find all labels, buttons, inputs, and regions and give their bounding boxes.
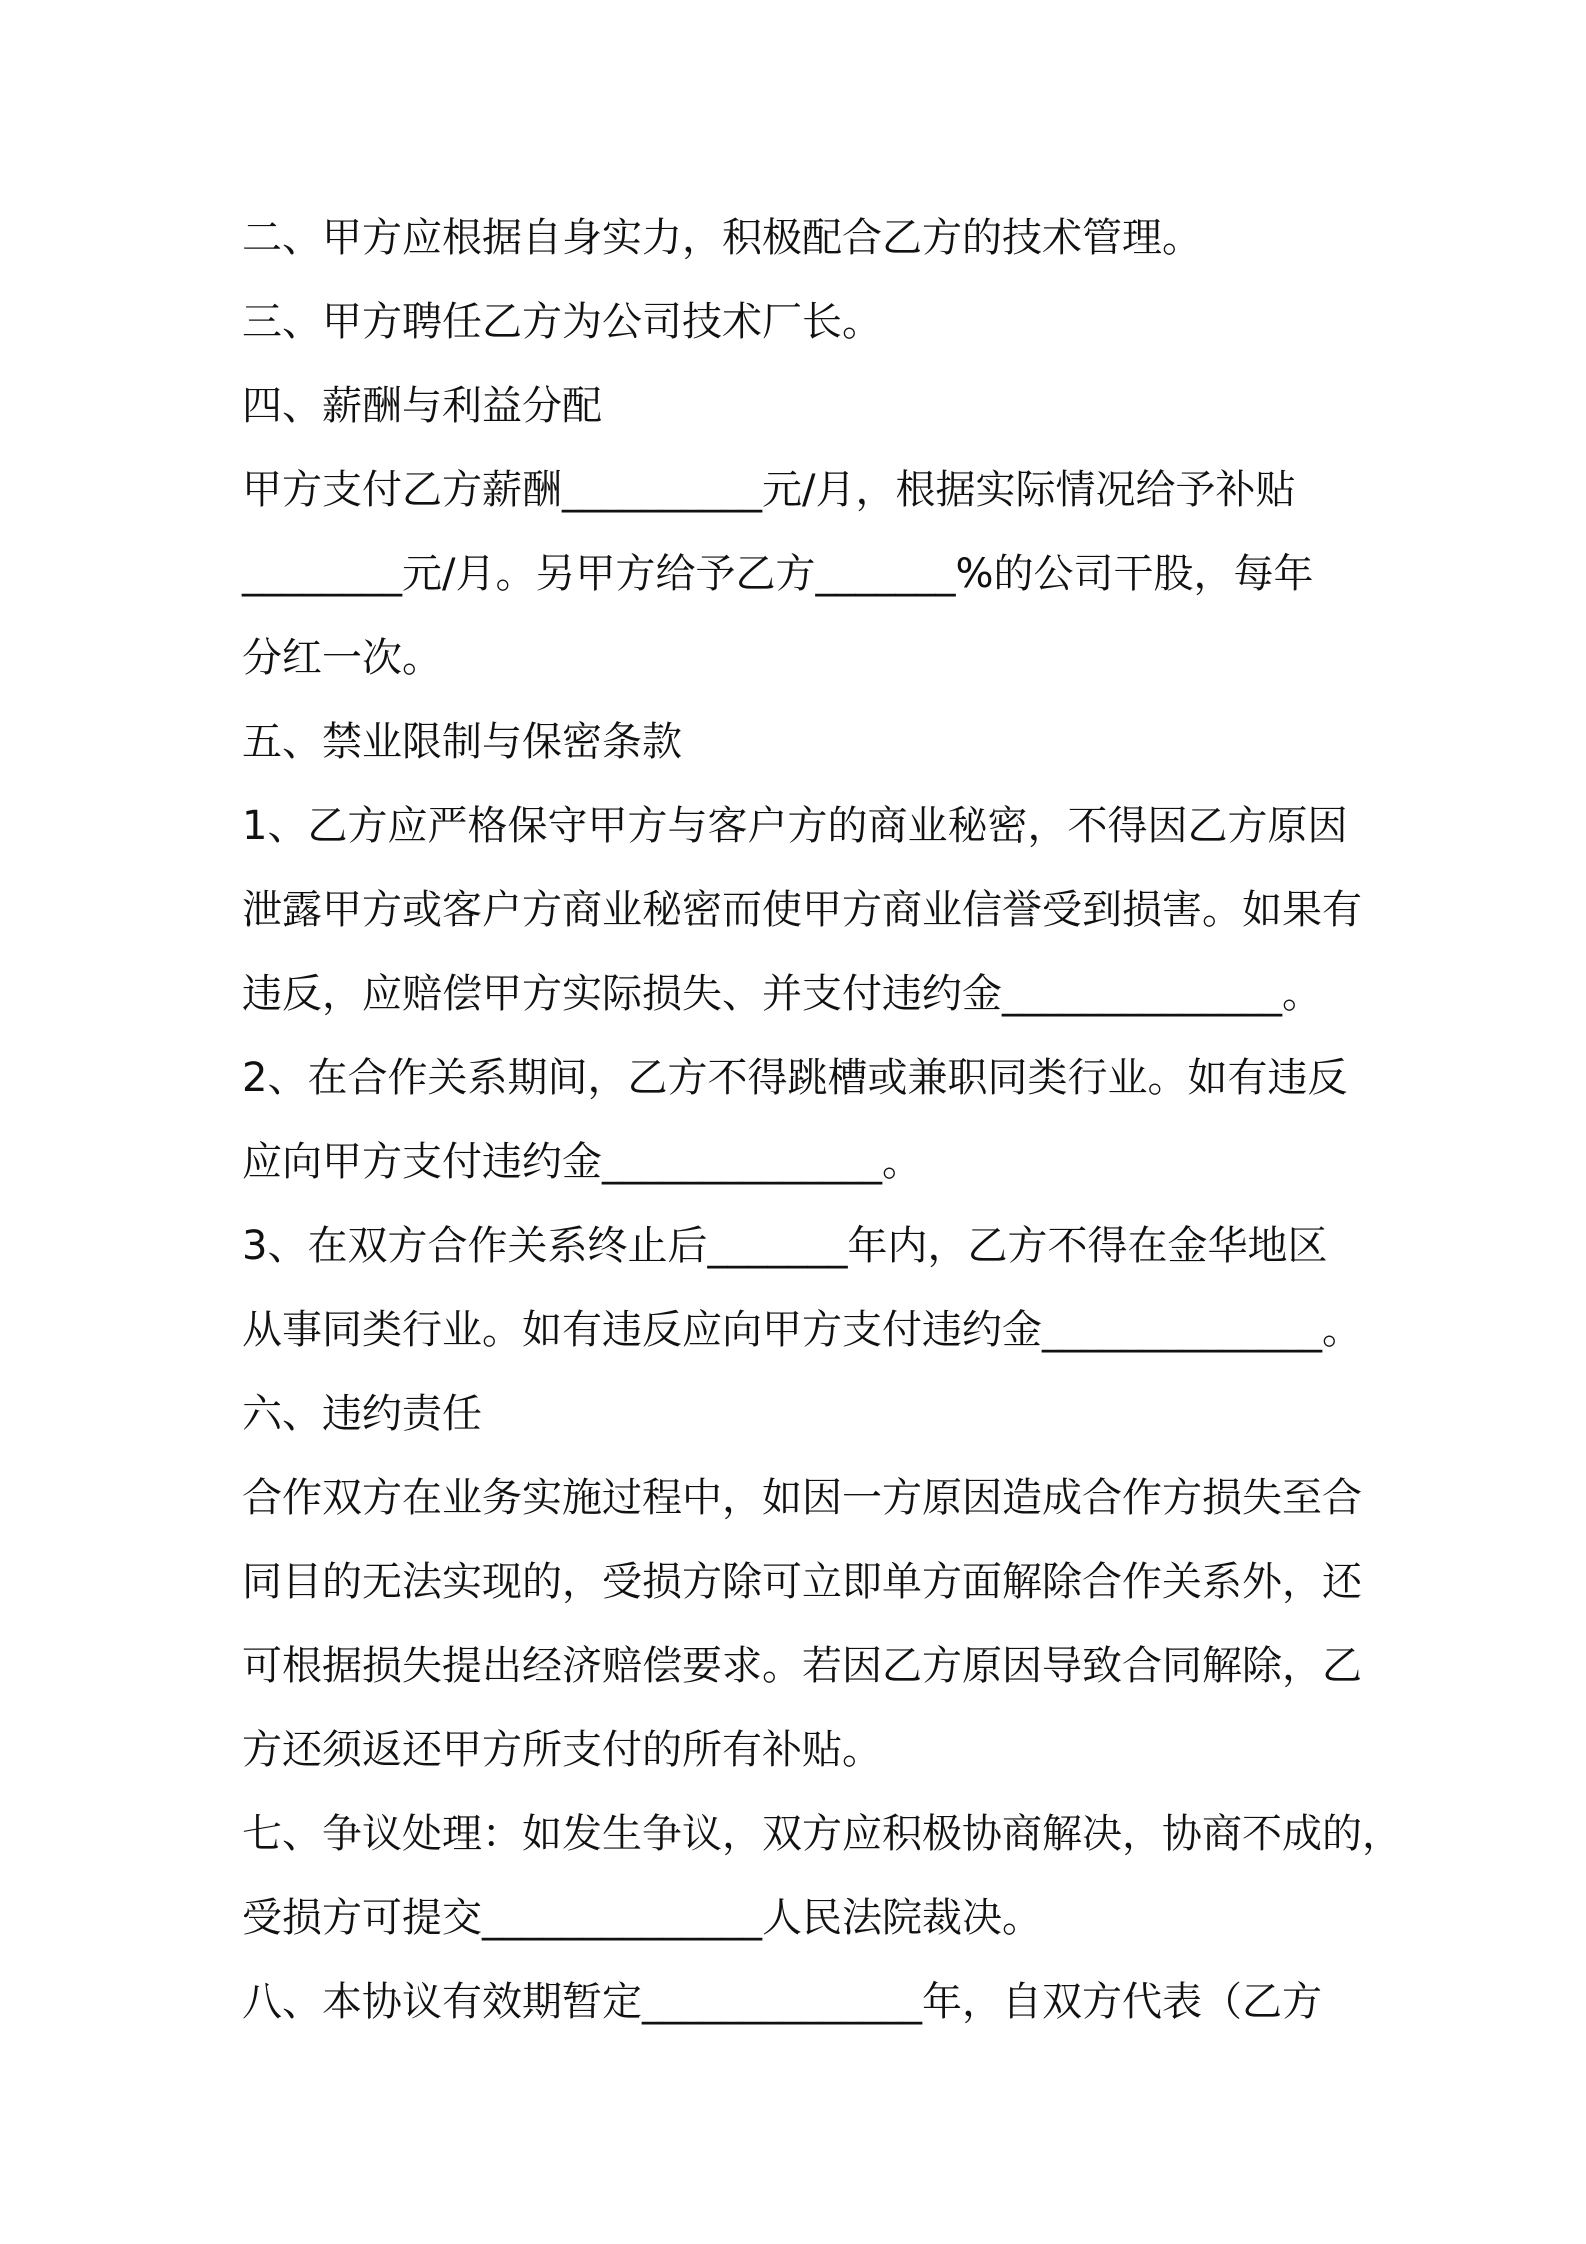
salary-line-1: 甲方支付乙方薪酬__________元/月，根据实际情况给予补贴 — [242, 467, 1296, 513]
salary-line-2: ________元/月。另甲方给予乙方_______%的公司干股，每年 — [242, 551, 1314, 597]
section-6-heading: 六、违约责任 — [242, 1391, 482, 1437]
validity-line-1: 八、本协议有效期暂定______________年，自双方代表（乙方 — [242, 1979, 1322, 2025]
confidentiality-line-2: 泄露甲方或客户方商业秘密而使甲方商业信誉受到损害。如果有 — [242, 887, 1362, 933]
dispute-line-1: 七、争议处理：如发生争议，双方应积极协商解决，协商不成的， — [242, 1811, 1402, 1857]
dispute-line-2: 受损方可提交______________人民法院裁决。 — [242, 1895, 1042, 1941]
post-term-line-1: 3、在双方合作关系终止后_______年内，乙方不得在金华地区 — [242, 1223, 1328, 1269]
liability-line-1: 合作双方在业务实施过程中，如因一方原因造成合作方损失至合 — [242, 1475, 1362, 1521]
confidentiality-line-3: 违反，应赔偿甲方实际损失、并支付违约金______________。 — [242, 971, 1322, 1017]
section-4-heading: 四、薪酬与利益分配 — [242, 383, 602, 429]
clause-3: 三、甲方聘任乙方为公司技术厂长。 — [242, 299, 882, 345]
liability-line-3: 可根据损失提出经济赔偿要求。若因乙方原因导致合同解除，乙 — [242, 1643, 1362, 1689]
confidentiality-line-1: 1、乙方应严格保守甲方与客户方的商业秘密，不得因乙方原因 — [242, 803, 1348, 849]
section-5-heading: 五、禁业限制与保密条款 — [242, 719, 682, 765]
non-compete-line-1: 2、在合作关系期间，乙方不得跳槽或兼职同类行业。如有违反 — [242, 1055, 1348, 1101]
clause-2: 二、甲方应根据自身实力，积极配合乙方的技术管理。 — [242, 215, 1202, 261]
liability-line-2: 同目的无法实现的，受损方除可立即单方面解除合作关系外，还 — [242, 1559, 1362, 1605]
non-compete-line-2: 应向甲方支付违约金______________。 — [242, 1139, 922, 1185]
salary-line-3: 分红一次。 — [242, 635, 442, 681]
post-term-line-2: 从事同类行业。如有违反应向甲方支付违约金______________。 — [242, 1307, 1362, 1353]
contract-page — [242, 196, 1402, 2044]
liability-line-4: 方还须返还甲方所支付的所有补贴。 — [242, 1727, 882, 1773]
